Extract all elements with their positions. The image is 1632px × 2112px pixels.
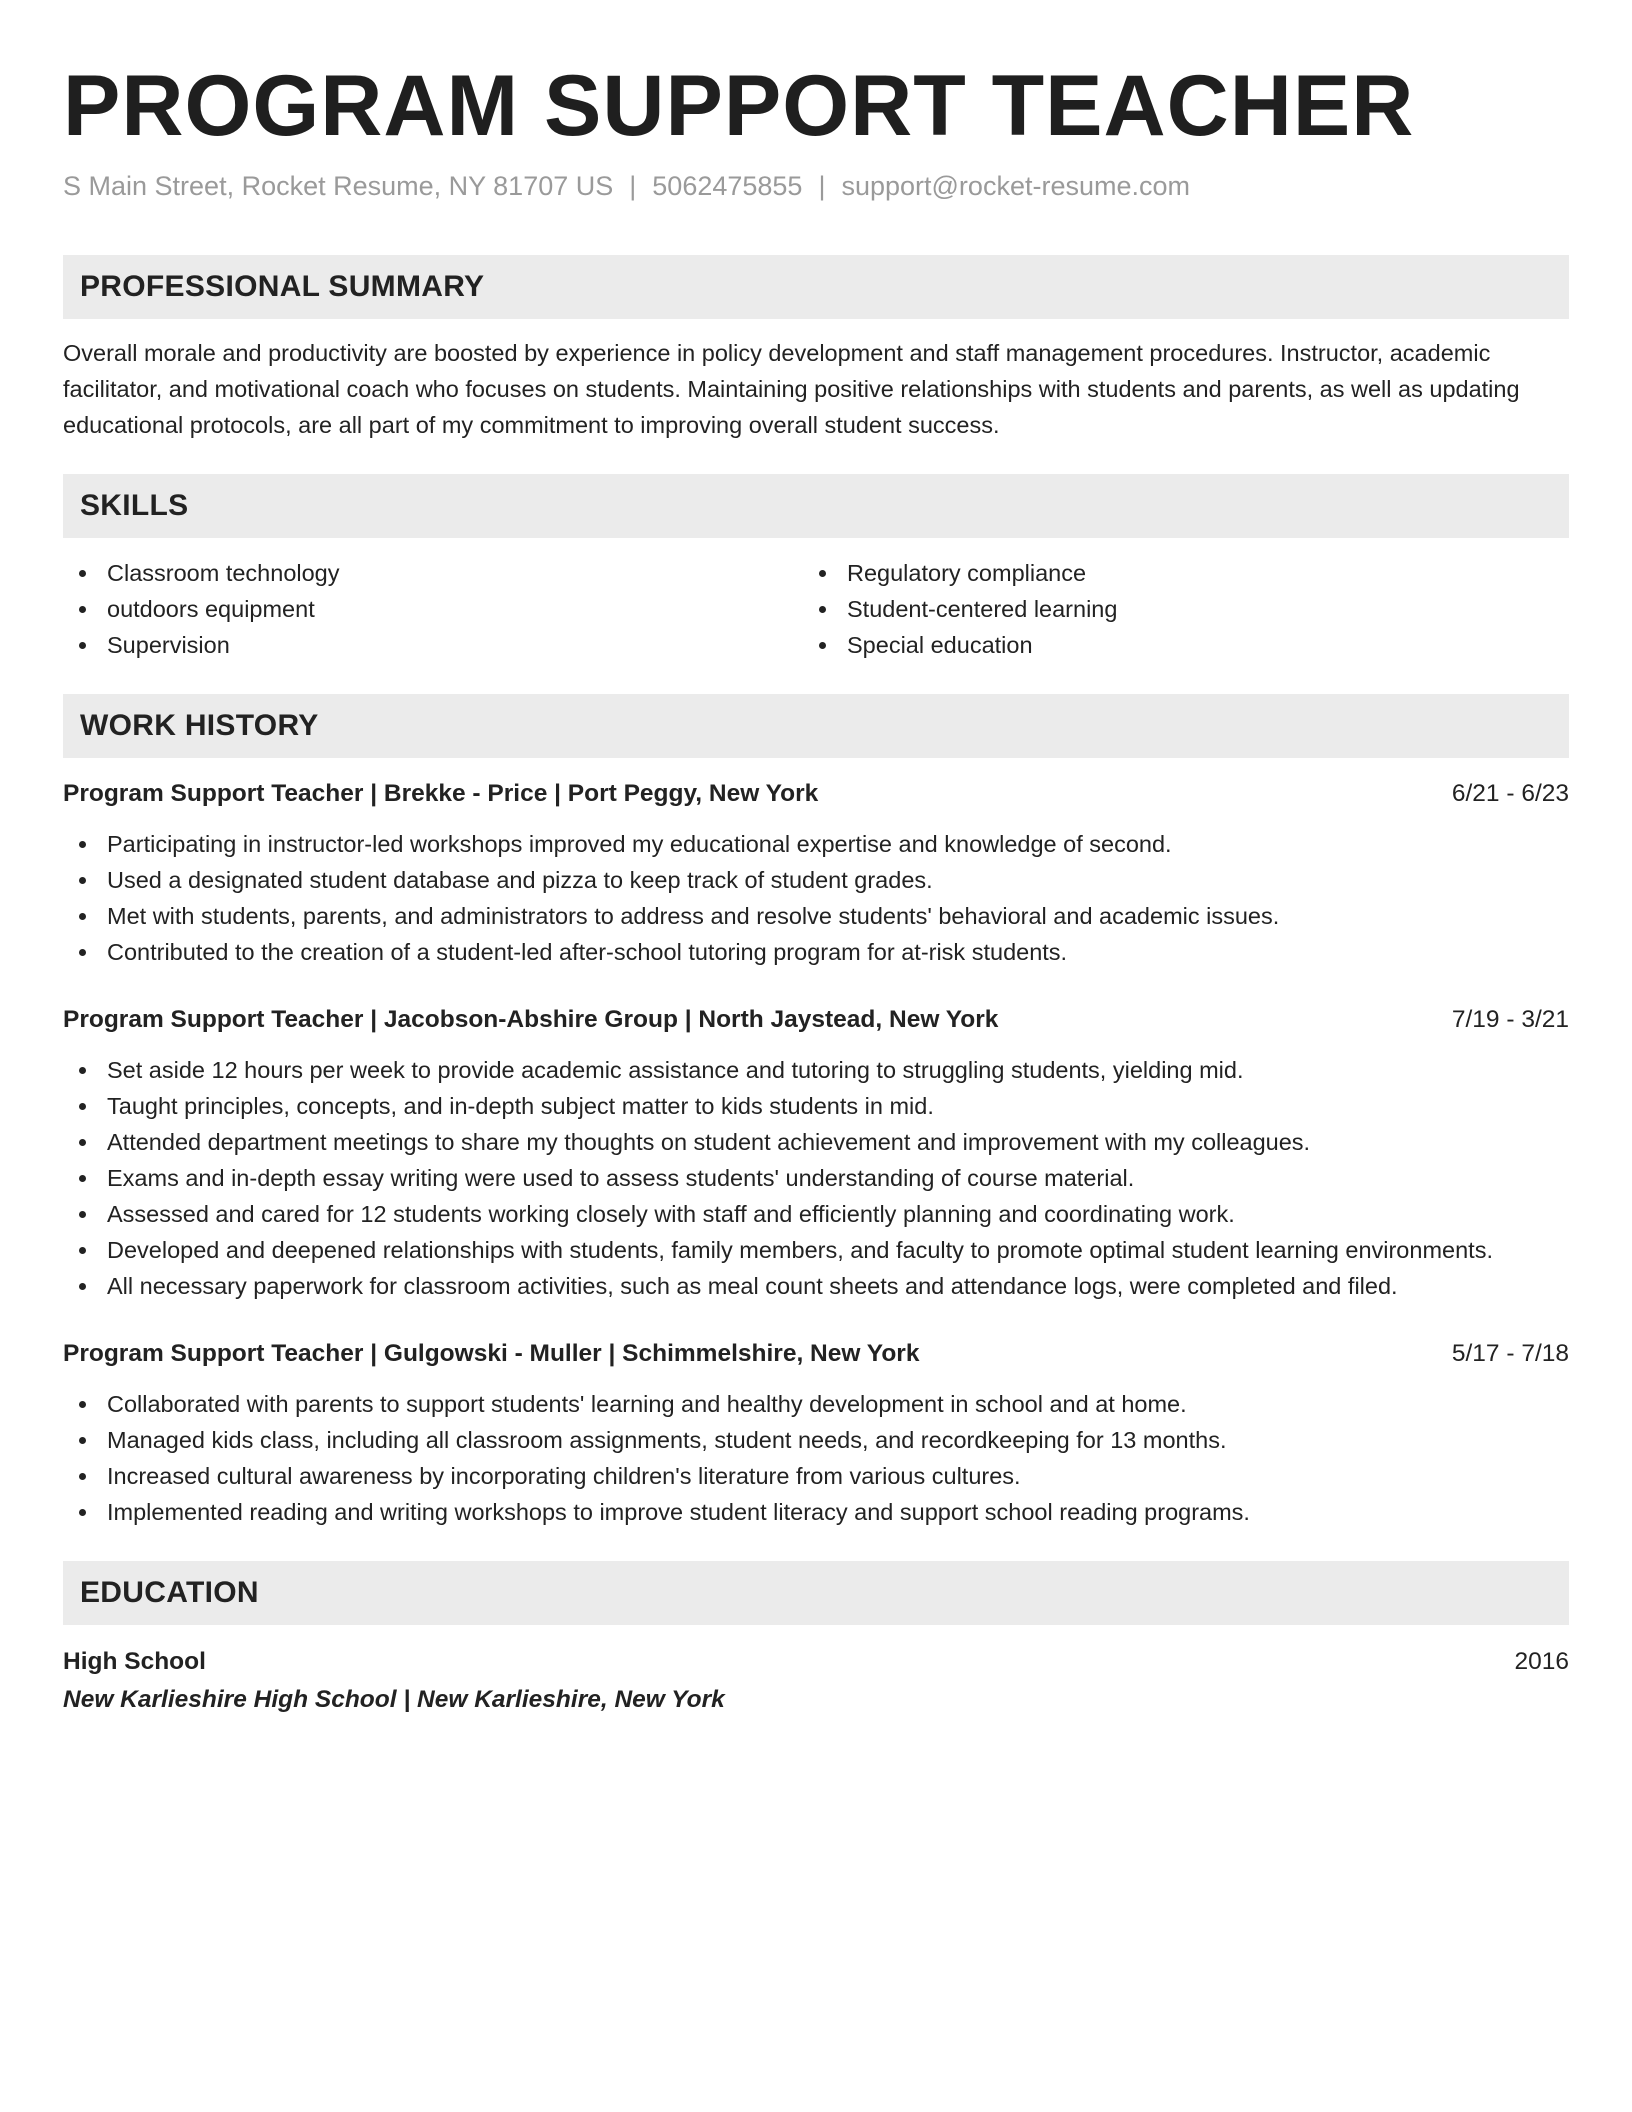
skills-column-left [63,555,803,663]
resume-name: PROGRAM SUPPORT TEACHER [63,58,1415,154]
job-bullets [63,1386,1569,1530]
job-header [63,776,1569,812]
education-entry [63,1643,1569,1719]
job-entry [63,1336,1569,1530]
job-bullet: Attended department meetings to share my thoughts on student achievement and improvement with my colleagues. [63,1124,1569,1160]
job-bullet: Exams and in-depth essay writing were used to assess students' understanding of course material. [63,1160,1569,1196]
job-bullet: Met with students, parents, and administrators to address and resolve students' behavioral and academic issues. [63,898,1569,934]
job-header [63,1336,1569,1372]
job-header [63,1002,1569,1038]
job-entry [63,776,1569,970]
skill-item: Student-centered learning [803,591,1543,627]
job-title: Program Support Teacher | Gulgowski - Muller | Schimmelshire, New York [63,1340,920,1367]
section-heading-work-history: WORK HISTORY [63,694,1569,758]
job-bullet: All necessary paperwork for classroom activities, such as meal count sheets and attendance logs, were completed and filed. [63,1268,1569,1304]
summary-text: Overall morale and productivity are boosted by experience in policy development and staff management procedures. Instructor, academic facilitator, and motivational coach who focuses on students. Maintaining positive relationships with students and parents, as well as updating educational protocols, are all part of my commitment to improving overall student success. [63,340,1520,438]
job-bullet: Set aside 12 hours per week to provide academic assistance and tutoring to struggling students, yielding mid. [63,1052,1569,1088]
job-bullet: Taught principles, concepts, and in-depth subject matter to kids students in mid. [63,1088,1569,1124]
contact-separator: | [818,171,826,201]
job-bullet: Participating in instructor-led workshops improved my educational expertise and knowledge of second. [63,826,1569,862]
skills-list [63,555,1569,663]
job-dates: 6/21 - 6/23 [1451,780,1569,807]
skills-column-right [803,555,1543,663]
skill-item: Supervision [63,627,803,663]
contact-email: support@rocket-resume.com [841,171,1190,201]
job-title: Program Support Teacher | Brekke - Price | Port Peggy, New York [63,780,819,807]
section-heading-summary: PROFESSIONAL SUMMARY [63,255,1569,319]
job-bullet: Managed kids class, including all classroom assignments, student needs, and recordkeeping for 13 months. [63,1422,1569,1458]
contact-address: S Main Street, Rocket Resume, NY 81707 US [63,171,614,201]
skill-item: outdoors equipment [63,591,803,627]
job-bullet: Assessed and cared for 12 students working closely with staff and efficiently planning and coordinating work. [63,1196,1569,1232]
job-dates: 7/19 - 3/21 [1451,1006,1569,1033]
job-title: Program Support Teacher | Jacobson-Abshire Group | North Jaystead, New York [63,1006,999,1033]
job-dates: 5/17 - 7/18 [1451,1340,1569,1367]
skill-item: Classroom technology [63,555,803,591]
skill-item: Regulatory compliance [803,555,1543,591]
job-bullet: Developed and deepened relationships with students, family members, and faculty to promote optimal student learning environments. [63,1232,1569,1268]
education-year: 2016 [1514,1648,1569,1675]
section-heading-skills: SKILLS [63,474,1569,538]
education-school: New Karlieshire High School | New Karlieshire, New York [63,1686,725,1713]
section-heading-education: EDUCATION [63,1561,1569,1625]
job-bullet: Increased cultural awareness by incorporating children's literature from various cultures. [63,1458,1569,1494]
job-bullets [63,826,1569,970]
job-bullets [63,1052,1569,1304]
job-bullet: Used a designated student database and pizza to keep track of student grades. [63,862,1569,898]
job-entry [63,1002,1569,1304]
job-bullet: Collaborated with parents to support students' learning and healthy development in school and at home. [63,1386,1569,1422]
education-degree: High School [63,1648,206,1675]
job-bullet: Implemented reading and writing workshops to improve student literacy and support school reading programs. [63,1494,1569,1530]
job-bullet: Contributed to the creation of a student-led after-school tutoring program for at-risk students. [63,934,1569,970]
skill-item: Special education [803,627,1543,663]
education-header [63,1643,1569,1681]
contact-line [63,168,1569,204]
contact-separator: | [629,171,637,201]
contact-phone: 5062475855 [652,171,803,201]
